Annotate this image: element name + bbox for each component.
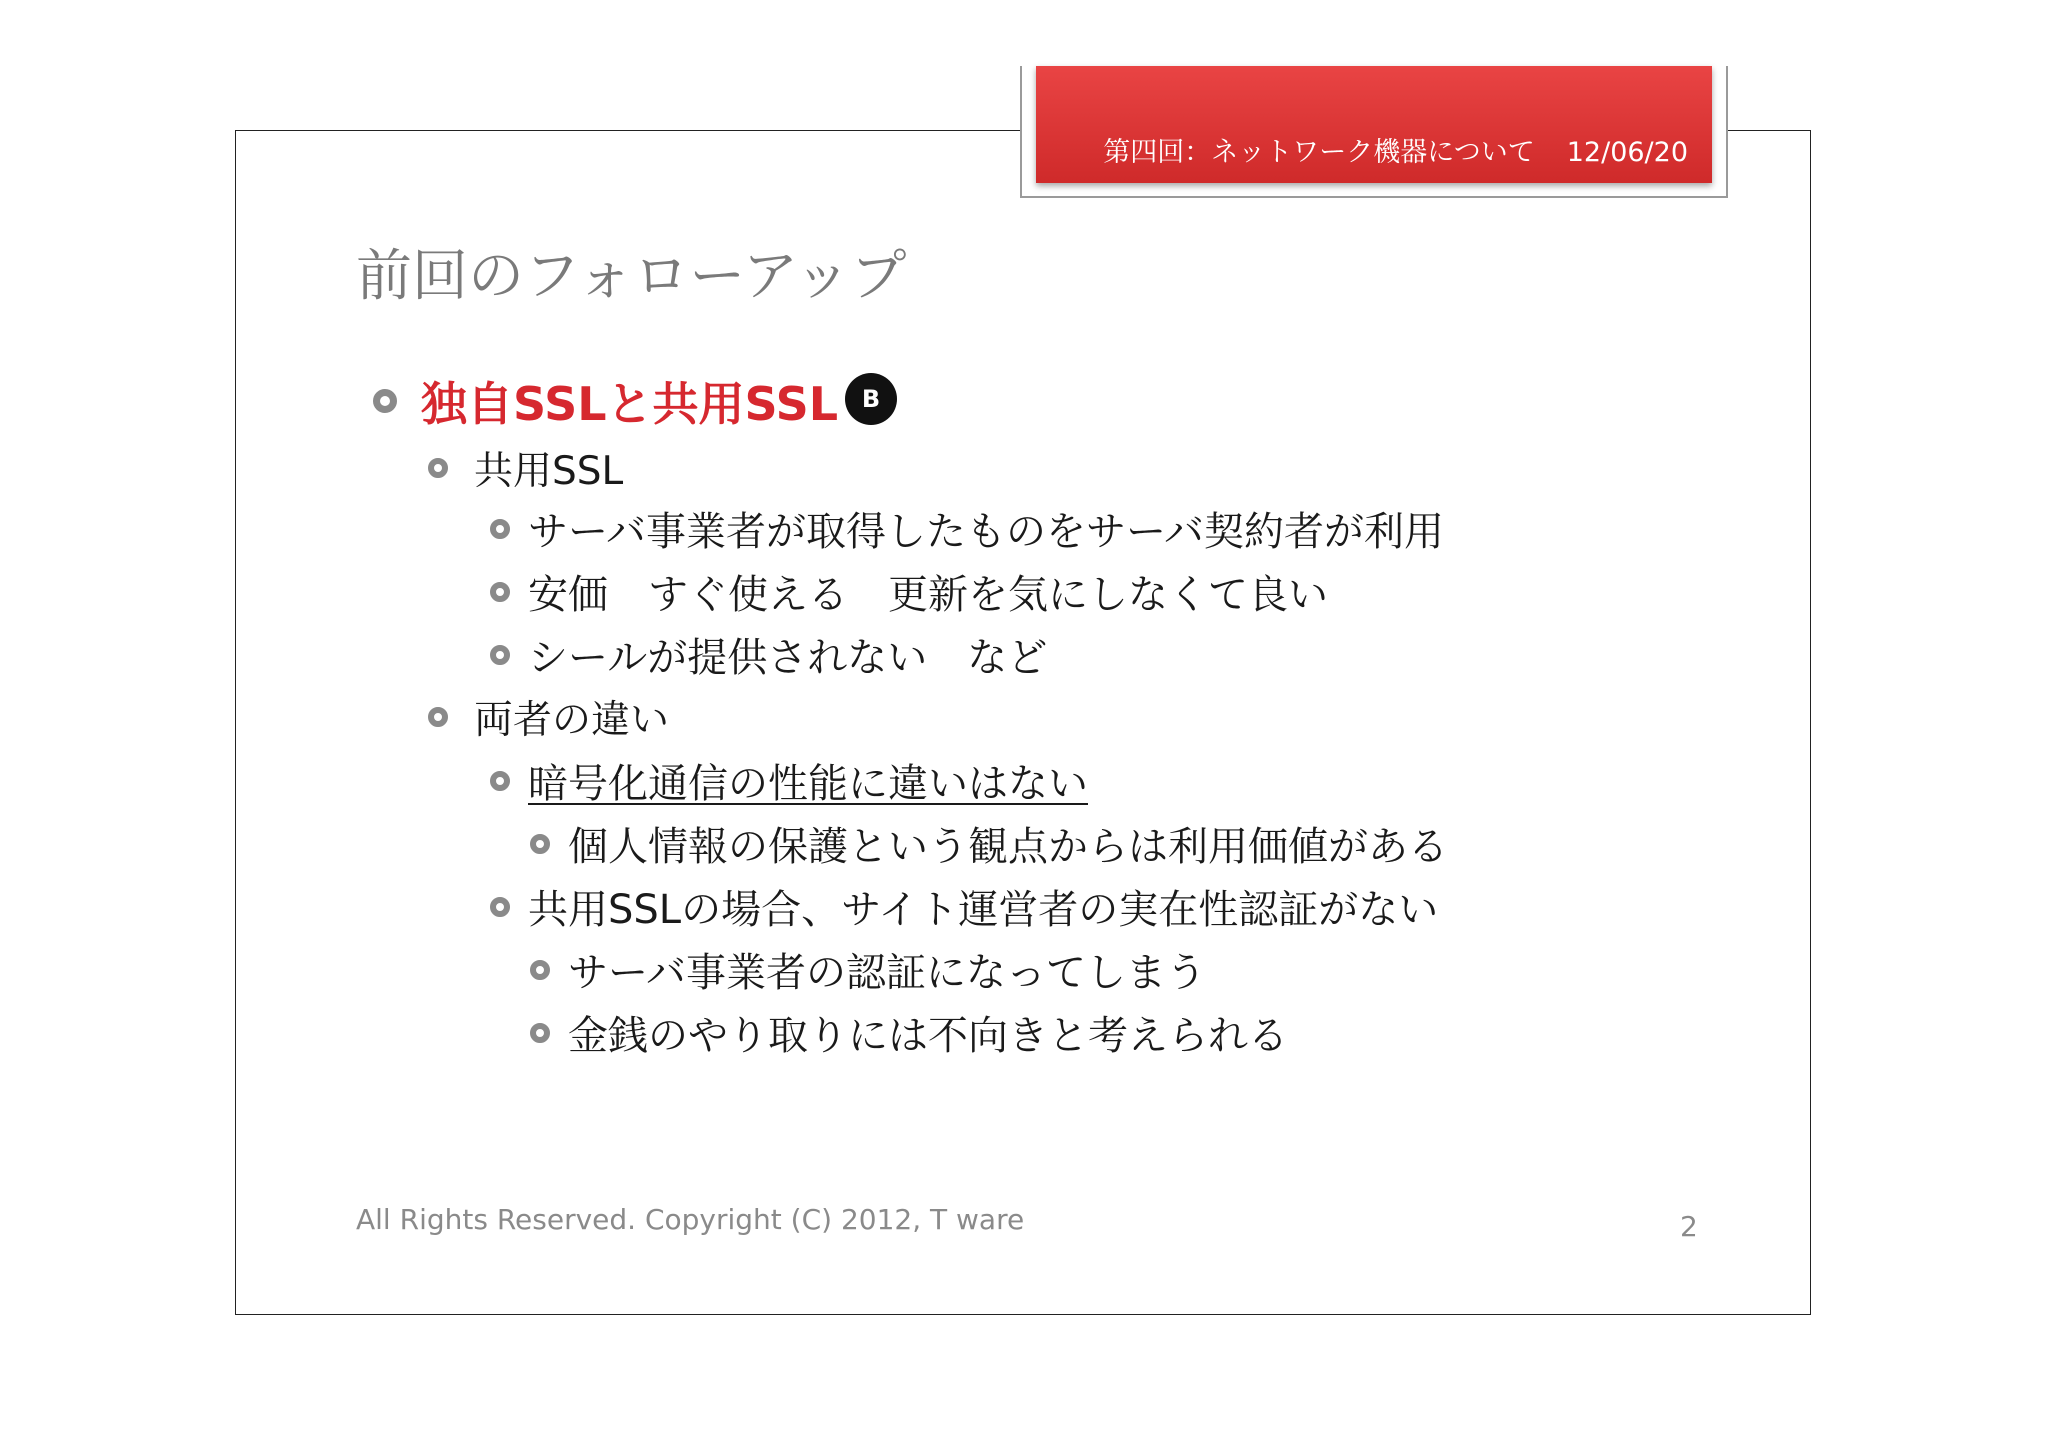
list-item-text: 金銭のやり取りには不向きと考えられる — [568, 1013, 1288, 1059]
bullet-ring-icon — [490, 897, 510, 917]
list-item — [490, 563, 1328, 620]
bullet-ring-icon — [428, 707, 448, 727]
badge-b: B — [845, 373, 897, 425]
bullet-ring-icon — [530, 1023, 550, 1043]
banner-date: 12/06/20 — [1566, 137, 1688, 168]
list-item — [490, 878, 1438, 935]
list-item-text: 両者の違い — [474, 698, 670, 743]
list-item — [428, 689, 669, 745]
list-item-text: 暗号化通信の性能に違いはない — [528, 761, 1088, 807]
bullet-ring-icon — [490, 645, 510, 665]
bullet-ring-icon — [373, 389, 397, 413]
slide-title: 前回のフォローアップ — [356, 244, 907, 309]
bullet-ring-icon — [428, 458, 448, 478]
list-item — [530, 1004, 1288, 1061]
list-item-text: サーバ事業者の認証になってしまう — [568, 950, 1206, 996]
bullet-ring-icon — [490, 582, 510, 602]
bullet-heading — [373, 368, 838, 434]
list-item — [490, 752, 1088, 809]
list-item — [428, 440, 623, 496]
list-item-text: 個人情報の保護という観点からは利用価値がある — [568, 824, 1448, 870]
heading-text: 独自SSLと共用SSL — [421, 377, 839, 431]
list-item — [490, 626, 1047, 683]
bullet-ring-icon — [530, 834, 550, 854]
bullet-ring-icon — [490, 771, 510, 791]
list-item-text: 安価 すぐ使える 更新を気にしなくて良い — [528, 572, 1328, 618]
header-banner — [1036, 66, 1712, 183]
list-item-text: 共用SSL — [474, 449, 624, 494]
list-item — [530, 815, 1448, 872]
list-item-text: サーバ事業者が取得したものをサーバ契約者が利用 — [528, 509, 1444, 555]
banner-title: 第四回：ネットワーク機器について — [1103, 137, 1535, 168]
banner-text — [1103, 130, 1688, 169]
list-item-text: 共用SSLの場合、サイト運営者の実在性認証がない — [528, 887, 1439, 933]
footer-copyright: All Rights Reserved. Copyright (C) 2012, T ware — [356, 1203, 1025, 1236]
page-number: 2 — [1680, 1210, 1698, 1243]
list-item — [530, 941, 1206, 998]
list-item-text: シールが提供されない など — [528, 635, 1048, 681]
list-item — [490, 500, 1444, 557]
bullet-ring-icon — [530, 960, 550, 980]
bullet-ring-icon — [490, 519, 510, 539]
